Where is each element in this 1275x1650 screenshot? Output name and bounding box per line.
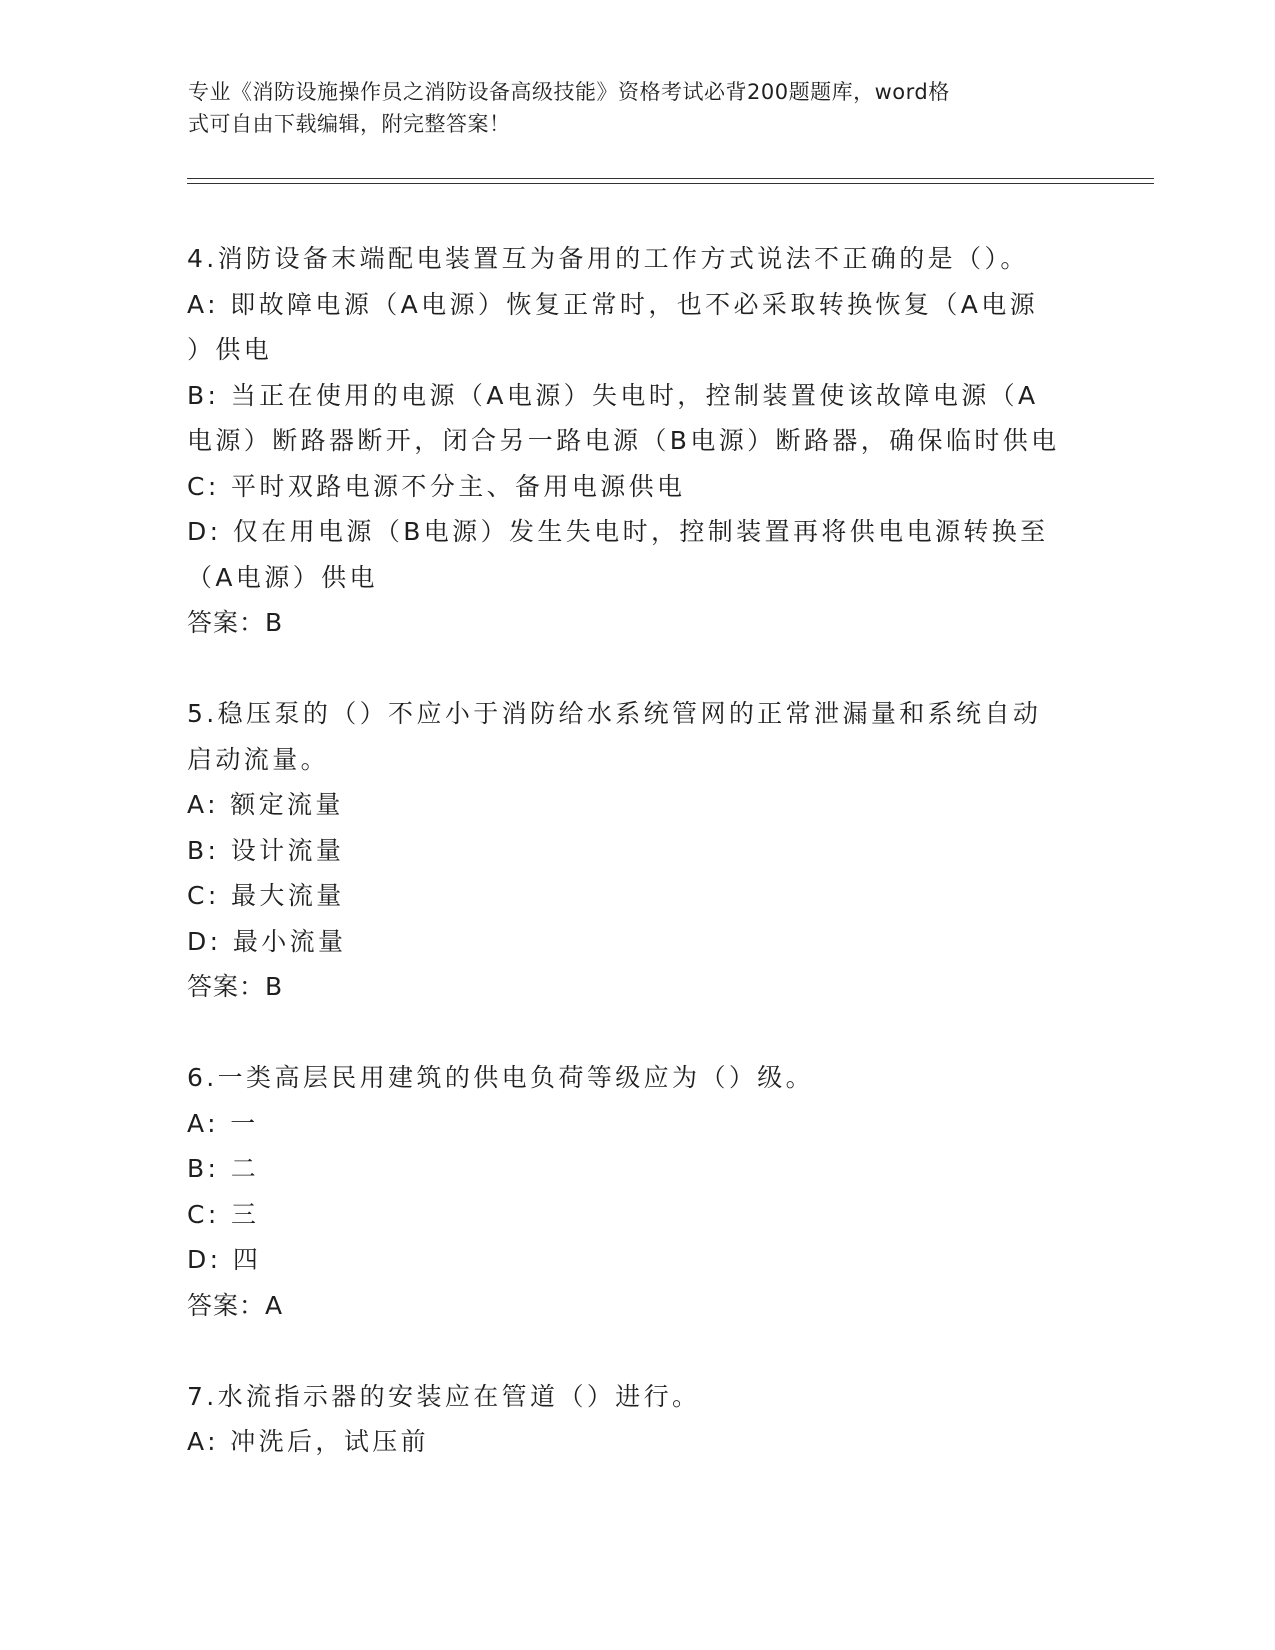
answer: 答案：B [187, 972, 284, 1001]
option-d: D: 最小流量 [187, 926, 347, 956]
question-stem: 7.水流指示器的安装应在管道（）进行。 [187, 1381, 701, 1411]
option-b: B: 设计流量 [187, 835, 345, 865]
question-block [187, 1055, 1087, 1328]
option-c: C: 三 [187, 1199, 260, 1229]
header-line-1: 专业《消防设施操作员之消防设备高级技能》资格考试必背200题题库，word格 [188, 80, 950, 104]
header-divider-bottom [187, 183, 1154, 184]
option-b: B: 二 [187, 1154, 260, 1183]
option-a: A: 冲洗后，试压前 [187, 1427, 430, 1456]
question-block [187, 236, 1087, 646]
questions-body [187, 236, 1087, 1465]
option-d: D: 四 [187, 1245, 262, 1274]
option-c: C: 平时双路电源不分主、备用电源供电 [187, 471, 686, 501]
option-d-continued: （A电源）供电 [187, 562, 378, 592]
option-d: D: 仅在用电源（B电源）发生失电时，控制装置再将供电电源转换至 [187, 517, 1049, 546]
question-block [187, 691, 1087, 1010]
header-line-2: 式可自由下载编辑，附完整答案！ [188, 112, 511, 136]
spacer [187, 646, 1087, 692]
question-stem: 6.一类高层民用建筑的供电负荷等级应为（）级。 [187, 1063, 815, 1092]
spacer [187, 1328, 1087, 1374]
document-header [188, 76, 1078, 140]
answer: 答案：A [187, 1290, 284, 1320]
question-stem: 4.消防设备末端配电装置互为备用的工作方式说法不正确的是（）。 [187, 244, 1029, 273]
spacer [187, 1010, 1087, 1056]
option-a: A: 即故障电源（A电源）恢复正常时，也不必采取转换恢复（A电源 [187, 289, 1039, 319]
option-c: C: 最大流量 [187, 881, 345, 910]
question-stem: 5.稳压泵的（）不应小于消防给水系统管网的正常泄漏量和系统自动 [187, 699, 1042, 728]
option-a: A: 额定流量 [187, 790, 344, 819]
option-b: B: 当正在使用的电源（A电源）失电时，控制装置使该故障电源（A [187, 380, 1039, 410]
header-divider-top [187, 178, 1154, 179]
option-a: A: 一 [187, 1108, 259, 1138]
answer: 答案：B [187, 608, 284, 637]
option-b-continued: 电源）断路器断开，闭合另一路电源（B电源）断路器，确保临时供电 [187, 426, 1060, 455]
option-a-continued: ）供电 [187, 335, 273, 364]
question-block [187, 1374, 1087, 1465]
question-stem-continued: 启动流量。 [187, 744, 330, 774]
